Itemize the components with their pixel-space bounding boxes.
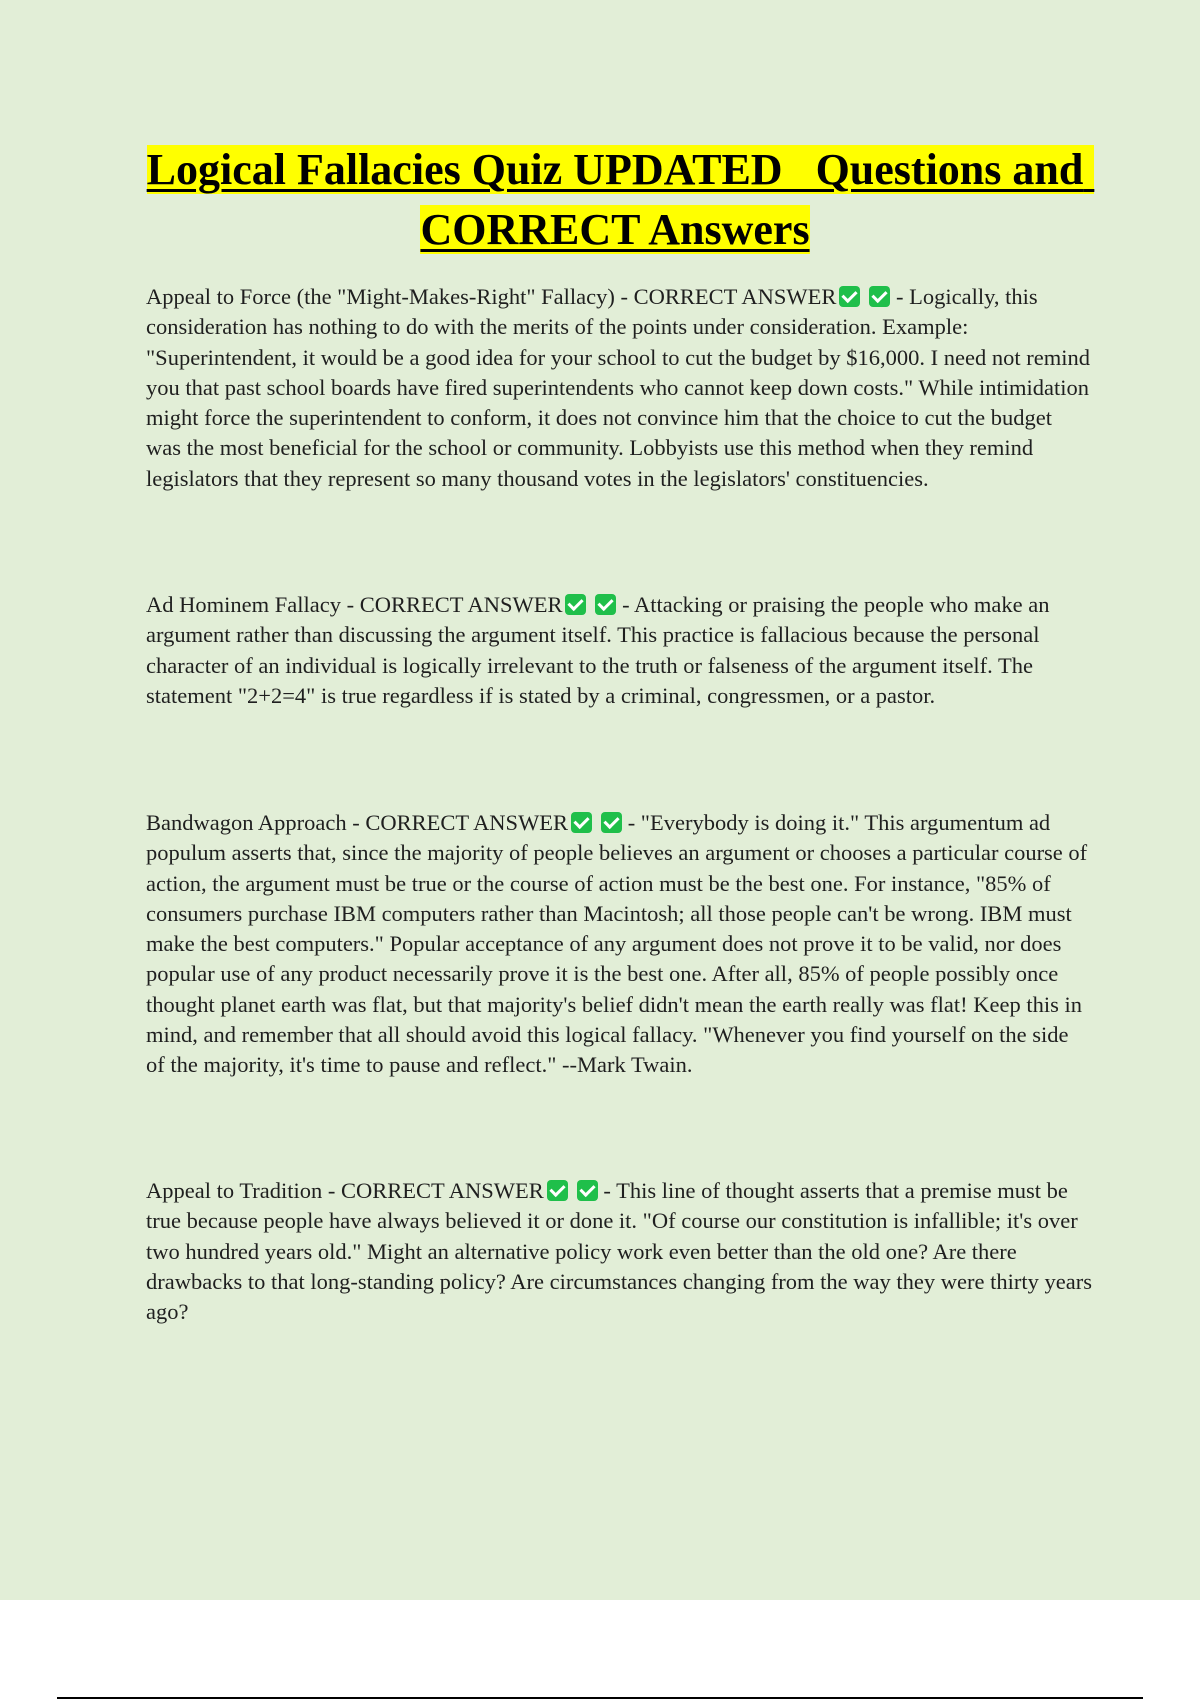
qa-entry	[146, 590, 1092, 711]
check-mark-icon	[869, 286, 890, 307]
document-title	[140, 140, 1095, 260]
entry-definition: - Attacking or praising the people who make an argument rather than discussing the argument itself. This practice is fallacious because the personal character of an individual is logically irrelevant to the truth or falseness of the argument itself. The statement "2+2=4" is true regardless if is stated by a criminal, congressmen, or a pastor.	[146, 592, 1050, 708]
document-title-text: Logical Fallacies Quiz UPDATED Questions and CORRECT Answers	[146, 145, 1095, 254]
check-mark-icon	[595, 594, 616, 615]
check-mark-icon	[601, 812, 622, 833]
qa-entry	[146, 1176, 1092, 1327]
check-mark-icon	[547, 1180, 568, 1201]
check-mark-icon	[577, 1180, 598, 1201]
check-mark-icon	[571, 812, 592, 833]
entry-term: Ad Hominem Fallacy - CORRECT ANSWER	[146, 592, 563, 617]
check-mark-icon	[839, 286, 860, 307]
entry-term: Appeal to Tradition - CORRECT ANSWER	[146, 1178, 544, 1203]
footer-rule	[57, 1697, 1143, 1699]
entry-definition: - "Everybody is doing it." This argumentum ad populum asserts that, since the majority of people believes an argument or chooses a particular course of action, the argument must be true or the course of action must be the best one. For instance, "85% of consumers purchase IBM computers rather than Macintosh; all those people can't be wrong. IBM must make the best computers." Popular acceptance of any argument does not prove it to be valid, nor does popular use of any product necessarily prove it is the best one. After all, 85% of people possibly once thought planet earth was flat, but that majority's belief didn't mean the earth really was flat! Keep this in mind, and remember that all should avoid this logical fallacy. "Whenever you find yourself on the side of the majority, it's time to pause and reflect." --Mark Twain.	[146, 810, 1088, 1078]
qa-entry	[146, 282, 1092, 494]
qa-entry	[146, 808, 1092, 1081]
entry-definition: - Logically, this consideration has nothing to do with the merits of the points under consideration. Example: "Superintendent, it would be a good idea for your school to cut the budget by $16,000. I need not remind you that past school boards have fired superintendents who cannot keep down costs." While intimidation might force the superintendent to conform, it does not convince him that the choice to cut the budget was the most beneficial for the school or community. Lobbyists use this method when they remind legislators that they represent so many thousand votes in the legislators' constituencies.	[146, 284, 1090, 491]
check-mark-icon	[565, 594, 586, 615]
entry-term: Appeal to Force (the "Might-Makes-Right" Fallacy) - CORRECT ANSWER	[146, 284, 837, 309]
entry-term: Bandwagon Approach - CORRECT ANSWER	[146, 810, 569, 835]
entry-definition: - This line of thought asserts that a premise must be true because people have always believed it or done it. "Of course our constitution is infallible; it's over two hundred years old." Might an alternative policy work even better than the old one? Are there drawbacks to that long-standing policy? Are circumstances changing from the way they were thirty years ago?	[146, 1178, 1092, 1325]
